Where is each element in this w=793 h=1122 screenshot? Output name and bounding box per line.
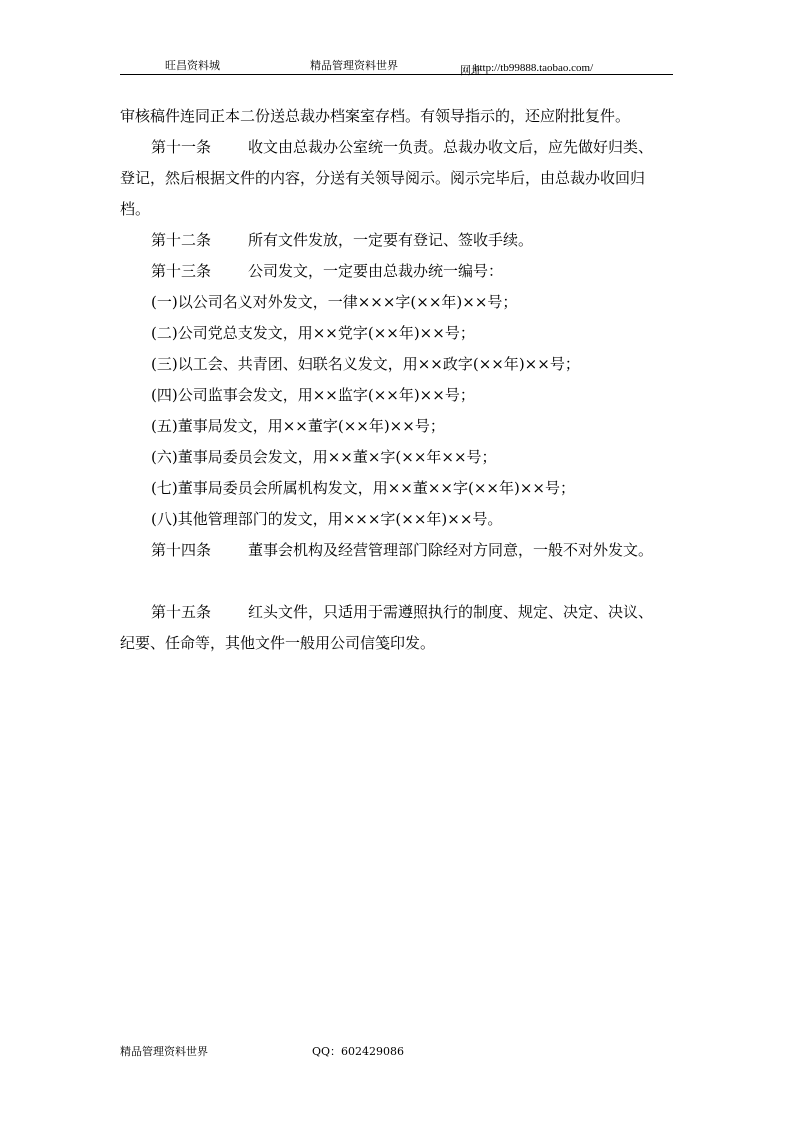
document-body bbox=[120, 101, 680, 659]
article-12 bbox=[120, 225, 680, 256]
article-11-text-line2: 登记，然后根据文件的内容，分送有关领导阅示。阅示完毕后，由总裁办收回归 bbox=[120, 169, 646, 187]
list-item: (二)公司党总支发文，用××党字(××年)××号； bbox=[151, 324, 475, 342]
article-15-text-line1: 红头文件，只适用于需遵照执行的制度、规定、决定、决议、 bbox=[248, 603, 654, 621]
article-12-number: 第十二条 bbox=[151, 231, 212, 249]
list-item: (四)公司监事会发文，用××监字(××年)××号； bbox=[151, 386, 475, 404]
list-item: (五)董事局发文，用××董字(××年)××号； bbox=[151, 417, 445, 435]
header-url-label: 网址 bbox=[460, 64, 482, 77]
article-13-text: 公司发文，一定要由总裁办统一编号： bbox=[248, 262, 504, 280]
article-11 bbox=[120, 132, 680, 163]
page-footer bbox=[120, 1043, 404, 1059]
paragraph-continuation: 审核稿件连同正本二份送总裁办档案室存档。有领导指示的，还应附批复件。 bbox=[120, 107, 631, 125]
header-left-text: 旺昌资料城 bbox=[165, 59, 220, 72]
list-item: (七)董事局委员会所属机构发文，用××董××字(××年)××号； bbox=[151, 479, 575, 497]
header-url-link[interactable]: http://tb99888.taobao.com/ bbox=[474, 62, 594, 74]
list-item: (六)董事局委员会发文，用××董×字(××年××号； bbox=[151, 448, 497, 466]
page-header bbox=[120, 52, 673, 75]
article-14-number: 第十四条 bbox=[151, 541, 212, 559]
article-15-number: 第十五条 bbox=[151, 603, 212, 621]
article-14 bbox=[120, 535, 680, 566]
footer-qq: QQ：602429086 bbox=[312, 1045, 405, 1058]
header-url bbox=[460, 57, 594, 77]
list-item: (一)以公司名义对外发文，一律×××字(××年)××号； bbox=[151, 293, 518, 311]
article-15 bbox=[120, 597, 680, 628]
list-item: (八)其他管理部门的发文，用×××字(××年)××号。 bbox=[151, 510, 503, 528]
article-12-text: 所有文件发放，一定要有登记、签收手续。 bbox=[248, 231, 534, 249]
article-13-number: 第十三条 bbox=[151, 262, 212, 280]
article-15-text-line2: 纪要、任命等，其他文件一般用公司信笺印发。 bbox=[120, 634, 436, 652]
header-middle-text: 精品管理资料世界 bbox=[310, 59, 398, 72]
paragraph-gap bbox=[120, 566, 680, 597]
footer-left-text: 精品管理资料世界 bbox=[120, 1045, 208, 1058]
article-11-text-line3: 档。 bbox=[120, 200, 151, 218]
article-11-number: 第十一条 bbox=[151, 138, 212, 156]
article-14-text: 董事会机构及经营管理部门除经对方同意，一般不对外发文。 bbox=[248, 541, 654, 559]
list-item: (三)以工会、共青团、妇联名义发文，用××政字(××年)××号； bbox=[151, 355, 580, 373]
article-13 bbox=[120, 256, 680, 287]
article-11-text-line1: 收文由总裁办公室统一负责。总裁办收文后，应先做好归类、 bbox=[248, 138, 654, 156]
